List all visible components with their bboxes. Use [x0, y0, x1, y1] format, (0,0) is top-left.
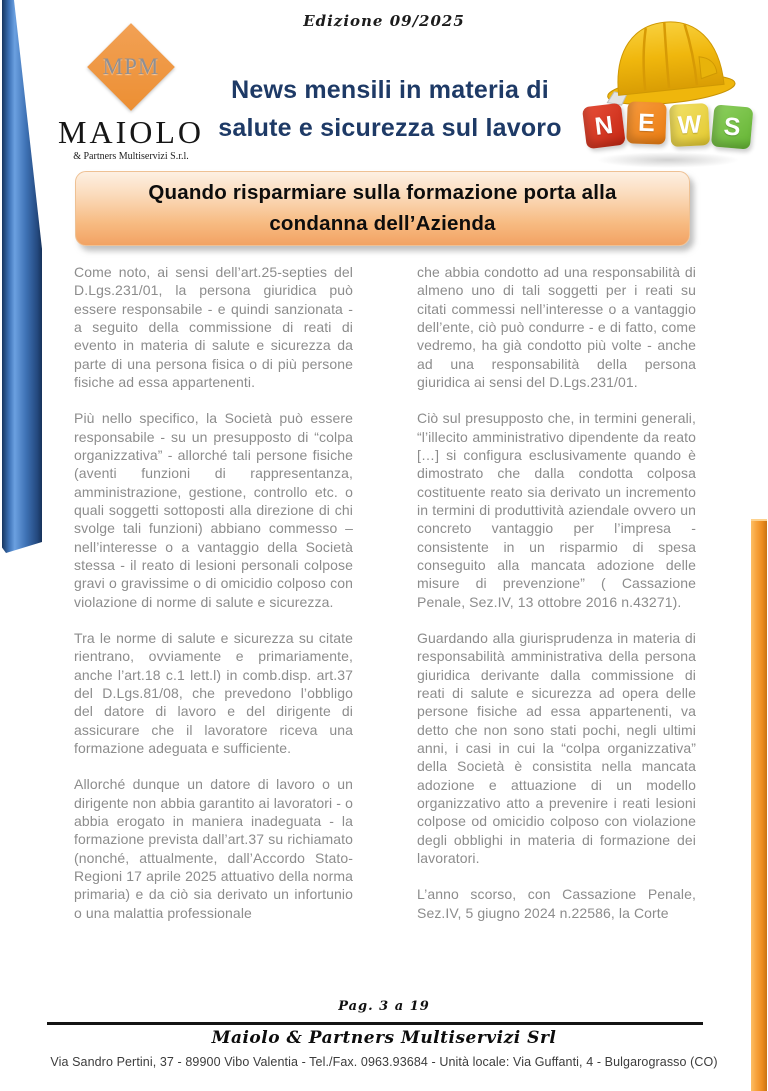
paragraph: Più nello specifico, la Società può essere responsabile - su un presupposto di “colpa organizzativa” - allorché tali persone fisiche (aventi funzioni di rappresentanza, amministrazione, gestione, controllo etc. o quali soggetti sottoposti alla direzione di chi svolge tali funzioni) abbiano commesso – nell’interesse o a vantaggio della Società stessa - il reato di lesioni personali colpose gravi o gravissime o di omicidio colposo con violazione di norme di salute e sicurezza.	[74, 410, 353, 610]
article-headline: Quando risparmiare sulla formazione porta alla condanna dell’Azienda	[148, 180, 617, 235]
page-footer	[0, 999, 768, 1069]
footer-address: Via Sandro Pertini, 37 - 89900 Vibo Valentia - Tel./Fax. 0963.93684 - Unità locale: Via Guffanti, 4 - Bulgarograsso (CO)	[50, 1055, 718, 1069]
newsletter-title-line2: salute e sicurezza sul lavoro	[218, 113, 562, 142]
logo-company-subtitle: & Partners Multiservizi S.r.l.	[73, 150, 189, 162]
left-accent-bar	[2, 0, 42, 553]
news-graphic	[572, 8, 764, 168]
edition-label: Edizione 09/2025	[303, 12, 465, 30]
logo-diamond	[87, 23, 175, 111]
paragraph: che abbia condotto ad una responsabilità di almeno uno di tali soggetti per i reati su citati commessi nell’interesse o a vantaggio dell’ente, ciò può condurre - e di fatto, come vedremo, ha già condotto più volte - anche ad una responsabilità della persona giuridica ai sensi del D.Lgs.231/01.	[417, 264, 696, 390]
news-cube-e: E	[626, 101, 666, 144]
logo-company-name: MAIOLO	[58, 114, 204, 150]
logo-diamond-wrap	[58, 20, 204, 114]
page-number-label: Pag. 3 a 19	[338, 999, 430, 1014]
news-cube-s: S	[711, 104, 754, 149]
logo-monogram: MPM	[102, 54, 160, 79]
newsletter-title	[198, 72, 582, 147]
article-column-left	[74, 263, 353, 940]
news-cube-w: W	[669, 103, 710, 147]
paragraph: Tra le norme di salute e sicurezza su citate rientrano, ovviamente e primariamente, anche l’art.18 c.1 lett.l) in comb.disp. art.37 del D.Lgs.81/08, che prevedono l’obbligo del datore di lavoro e del dirigente di assicurare che il lavoratore riceva una formazione adeguata e sufficiente.	[74, 629, 353, 756]
paragraph: Ciò sul presupposto che, in termini generali, “l’illecito amministrativo dipendente da reato […] si configura esclusivamente quando è dimostrato che dalla condotta colposa costituente reato sia derivato un incremento in termini di produttività aziendale ovvero un concreto vantaggio per l’impresa - consistente in un risparmio di spesa conseguito alla mancata adozione delle misure di prevenzione” ( Cassazione Penale, Sez.IV, 13 ottobre 2016 n.43271).	[417, 410, 696, 610]
paragraph: Guardando alla giurisprudenza in materia di responsabilità amministrativa della persona giuridica derivante dalla commissione di reati di salute e sicurezza ad opera delle persone fisiche ad essa appartenenti, va detto che non sono stati pochi, negli ultimi anni, i casi in cui la “colpa organizzativa” della Società è consistita nella mancata adozione e attuazione di un modello organizzativo atto a prevenire i reati lesioni colpose od omicidio colposo con violazione degli obblighi in materia di formazione dei lavoratori.	[417, 629, 696, 866]
article-body	[74, 263, 696, 940]
newsletter-title-line1: News mensili in materia di	[231, 76, 549, 104]
company-logo	[58, 20, 204, 162]
article-column-right	[417, 263, 696, 940]
footer-company-name: Maiolo & Partners Multiservizi Srl	[211, 1028, 557, 1048]
footer-divider	[47, 1022, 703, 1025]
paragraph: Allorché dunque un datore di lavoro o un dirigente non abbia garantito ai lavoratori - o abbia erogato in maniera inadeguata - la formazione prevista dall’art.37 su richiamato (nonché, attualmente, dall’Accordo Stato-Regioni 17 aprile 2025 attuativo della norma primaria) e da ciò sia derivato un infortunio o una malattia professionale	[74, 776, 353, 921]
paragraph: L’anno scorso, con Cassazione Penale, Sez.IV, 5 giugno 2024 n.22586, la Corte	[417, 886, 696, 921]
paragraph: Come noto, ai sensi dell’art.25-septies del D.Lgs.231/01, la persona giuridica può essere responsabile - e quindi sanzionata - a seguito della commissione di reati di evento in materia di salute e sicurezza da parte di una persona fisica o di più persone fisiche ad essa appartenenti.	[74, 264, 353, 390]
hard-hat-icon	[588, 0, 748, 115]
news-graphic-shadow	[596, 152, 740, 168]
news-cube-n: N	[582, 103, 626, 149]
news-cubes	[572, 102, 764, 144]
article-headline-banner	[75, 171, 690, 246]
